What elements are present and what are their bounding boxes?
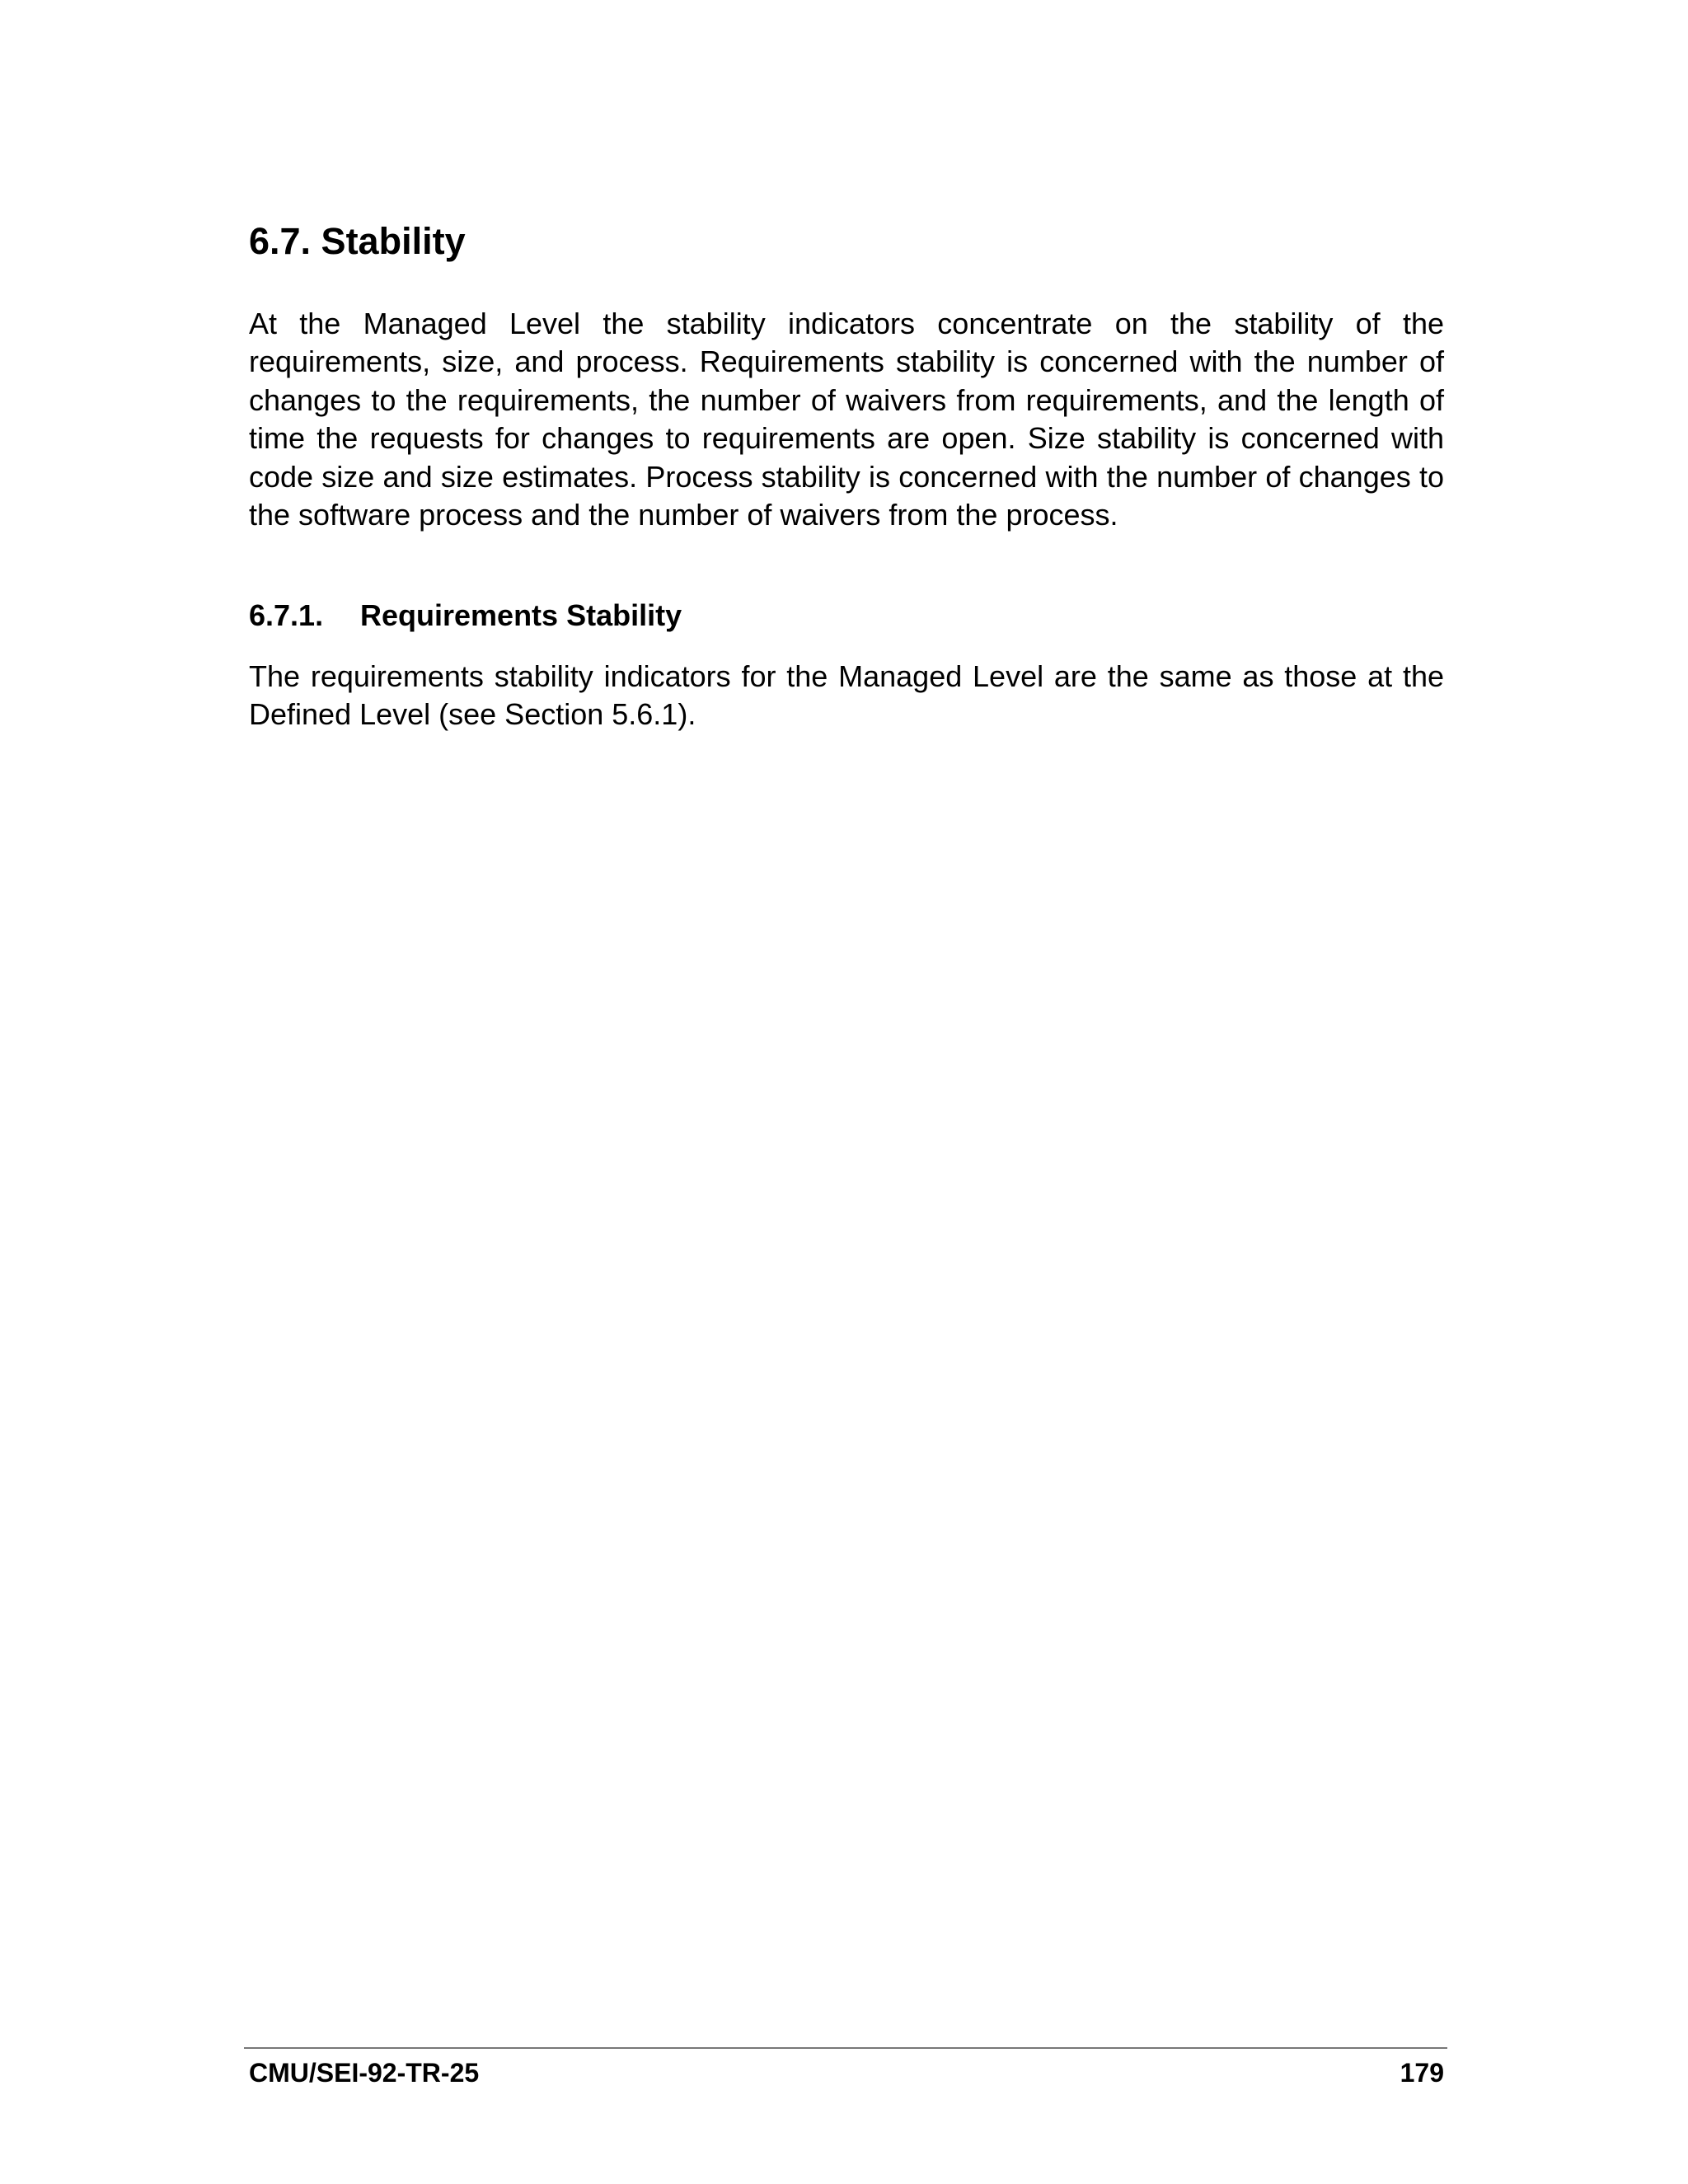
subsection-title: Requirements Stability [360, 598, 682, 632]
subsection-paragraph: The requirements stability indicators for the Managed Level are the same as those at the Defined Level (see Section 5.6.1). [249, 658, 1444, 732]
section-paragraph: At the Managed Level the stability indicators concentrate on the stability of the requirements, size, and process. Requirements stability is concerned with the number of changes to the requirements, the number of waivers from requirements, and the length of time the requests for changes to requirements are open. Size stability is concerned with code size and size estimates. Process stability is concerned with the number of changes to the software process and the number of waivers from the process. [249, 307, 1444, 532]
footer-report-id: CMU/SEI-92-TR-25 [249, 2058, 480, 2088]
footer-divider [244, 2047, 1447, 2049]
page-footer [249, 2057, 1444, 2088]
footer-page-number: 179 [1400, 2058, 1444, 2088]
subsection-heading [249, 598, 1444, 633]
subsection-number: 6.7.1. [249, 598, 324, 632]
section-title: 6.7. Stability [249, 220, 466, 262]
page-content [249, 219, 1444, 734]
